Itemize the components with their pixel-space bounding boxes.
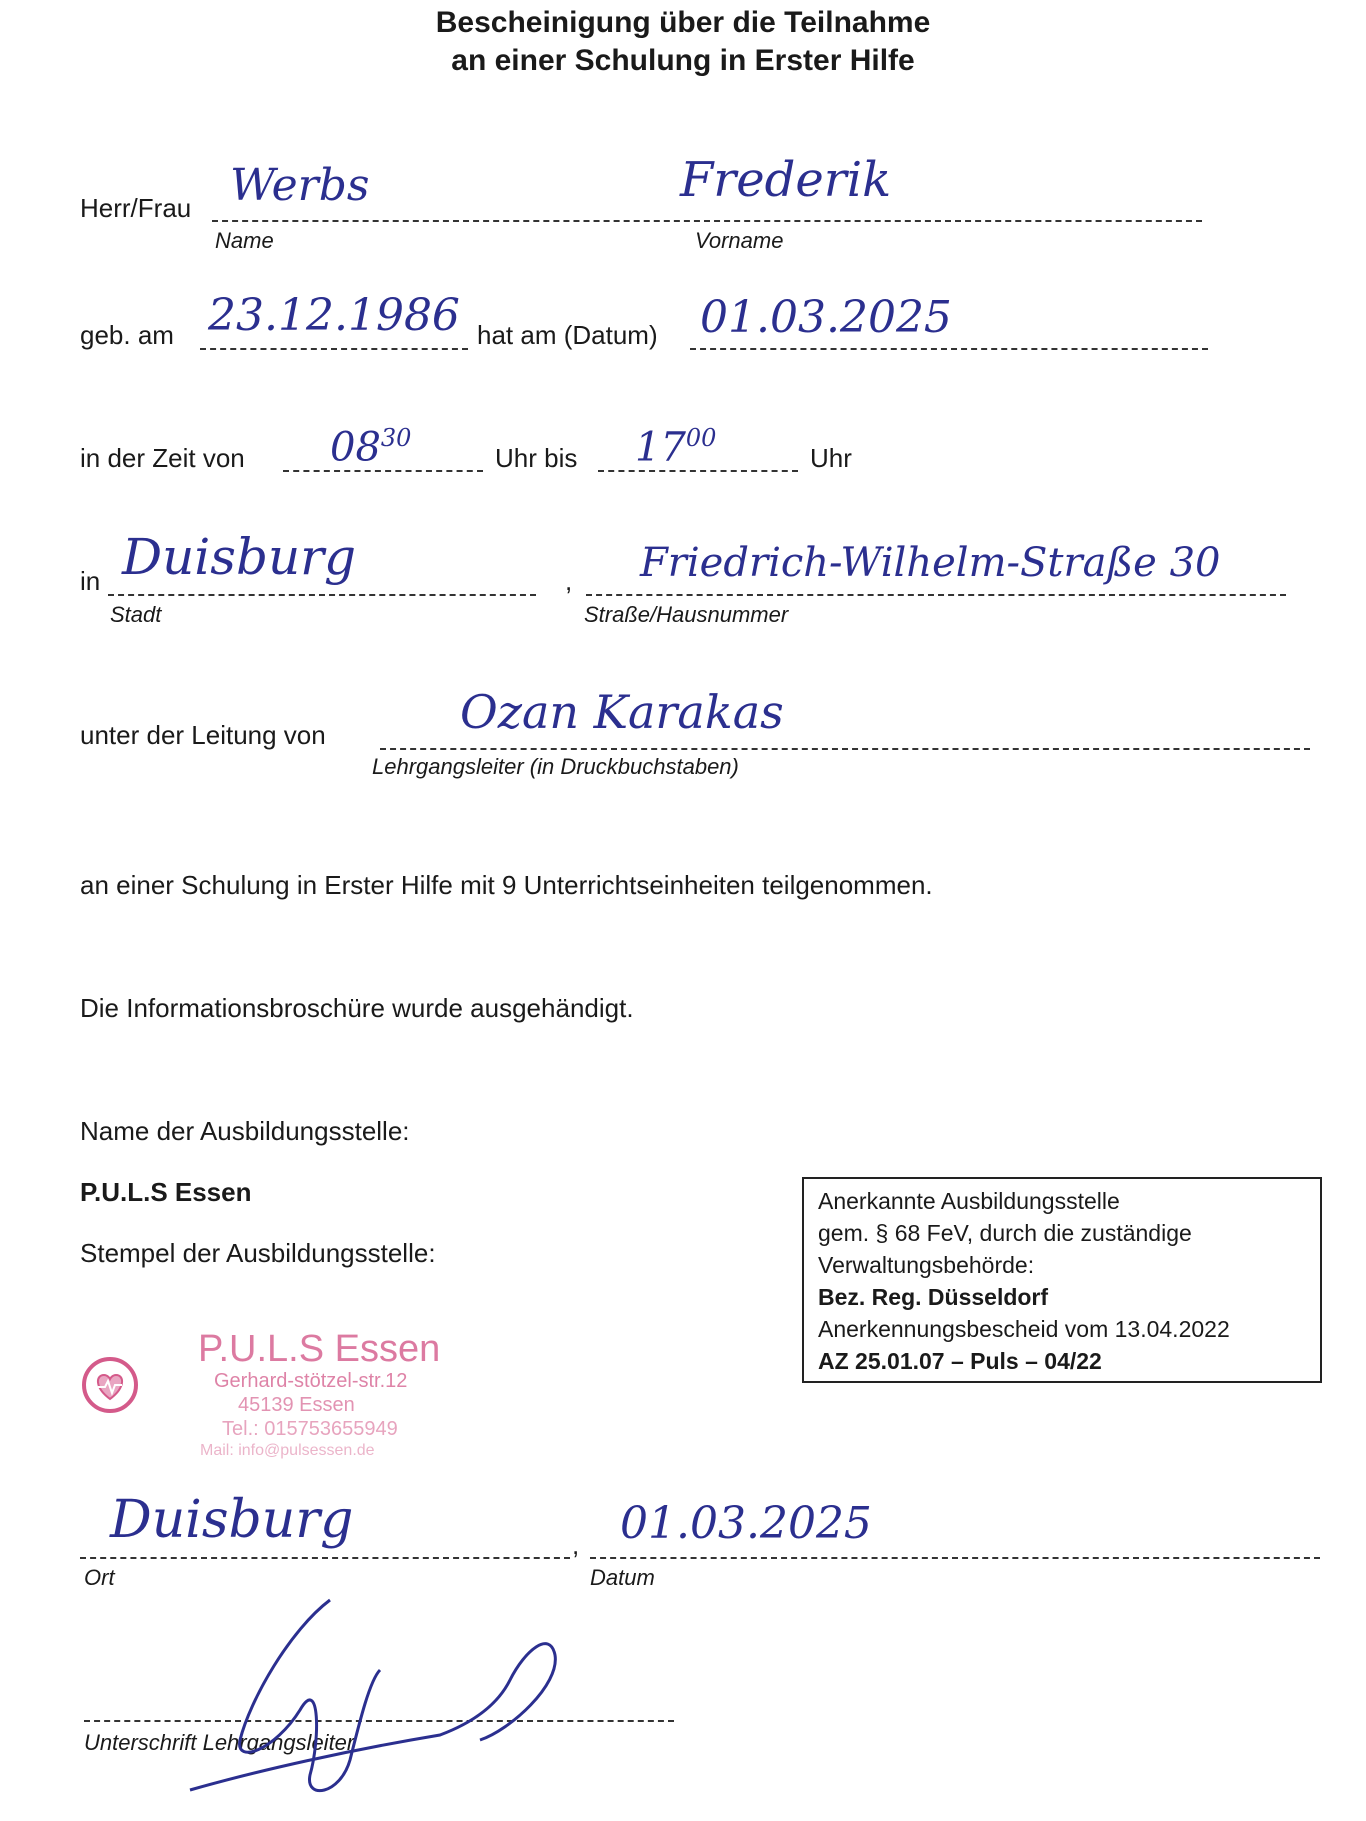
leitung-caption: Lehrgangsleiter (in Druckbuchstaben) <box>372 754 739 779</box>
sig-comma: , <box>572 1530 580 1560</box>
ort-comma: , <box>565 566 573 596</box>
vorname-caption: Vorname <box>695 228 784 253</box>
hat-am-label: hat am (Datum) <box>477 320 658 350</box>
stamp-city: 45139 Essen <box>238 1394 355 1416</box>
vorname-handwritten: Frederik <box>680 152 892 208</box>
name-handwritten: Werbs <box>230 160 370 211</box>
handwritten-signature <box>180 1590 580 1810</box>
broschuere-statement: Die Informationsbroschüre wurde ausgehändigt. <box>80 993 634 1023</box>
stamp-street: Gerhard-stötzel-str.12 <box>214 1370 408 1392</box>
sig-ort-caption: Ort <box>84 1565 115 1590</box>
strasse-line <box>586 594 1286 596</box>
name-caption: Name <box>215 228 274 253</box>
lehrgangsleiter-handwritten: Ozan Karakas <box>460 685 784 739</box>
schulung-statement: an einer Schulung in Erster Hilfe mit 9 Unterrichtseinheiten teilgenommen. <box>80 870 933 900</box>
anerkennung-box <box>802 1177 1322 1383</box>
strasse-caption: Straße/Hausnummer <box>584 602 789 627</box>
sig-ort-handwritten: Duisburg <box>110 1490 354 1550</box>
zeit-von-label: in der Zeit von <box>80 443 245 473</box>
schulungsdatum-handwritten: 01.03.2025 <box>700 292 952 343</box>
leitung-line <box>380 748 1310 750</box>
stamp-heart-logo <box>80 1355 140 1415</box>
sig-datum-line <box>590 1557 1320 1559</box>
sig-ort-line <box>80 1557 570 1559</box>
document-title-line2: an einer Schulung in Erster Hilfe <box>451 44 915 77</box>
datum-line <box>690 348 1208 350</box>
anerkennung-line2: gem. § 68 FeV, durch die zuständige <box>818 1220 1192 1246</box>
stempel-label: Stempel der Ausbildungsstelle: <box>80 1238 436 1268</box>
ausbildungsstelle-label: Name der Ausbildungsstelle: <box>80 1116 410 1146</box>
leitung-label: unter der Leitung von <box>80 720 326 750</box>
stamp-phone: Tel.: 015753655949 <box>222 1418 398 1440</box>
zeit-bis-handwritten: $17^{00}$ <box>635 424 717 471</box>
stadt-caption: Stadt <box>110 602 162 627</box>
stadt-handwritten: Duisburg <box>122 528 357 586</box>
uhr-bis-label: Uhr bis <box>495 443 578 473</box>
ausbildungsstelle-name: P.U.L.S Essen <box>80 1177 252 1207</box>
stamp-mail: Mail: info@pulsessen.de <box>200 1442 375 1459</box>
name-line <box>212 220 1202 222</box>
anerkennung-line1: Anerkannte Ausbildungsstelle <box>818 1188 1120 1214</box>
sig-datum-handwritten: 01.03.2025 <box>620 1498 872 1549</box>
geburtsdatum-handwritten: 23.12.1986 <box>208 290 460 341</box>
strasse-handwritten: Friedrich-Wilhelm-Straße 30 <box>640 540 1221 586</box>
geb-am-label: geb. am <box>80 320 174 350</box>
stadt-line <box>108 594 536 596</box>
anerkennung-az: AZ 25.01.07 – Puls – 04/22 <box>818 1348 1102 1374</box>
unterschrift-caption: Unterschrift Lehrgangsleiter <box>84 1730 355 1755</box>
in-label: in <box>80 566 101 596</box>
anerkennung-behoerde: Bez. Reg. Düsseldorf <box>818 1284 1049 1310</box>
anerkennung-bescheid: Anerkennungsbescheid vom 13.04.2022 <box>818 1316 1230 1342</box>
stamp-name: P.U.L.S Essen <box>198 1328 441 1370</box>
geburtsdatum-line <box>200 348 468 350</box>
zeit-von-handwritten: $08^{30}$ <box>330 424 412 471</box>
herr-frau-label: Herr/Frau <box>80 193 192 223</box>
uhr-label: Uhr <box>810 443 852 473</box>
document-title-line1: Bescheinigung über die Teilnahme <box>435 6 931 39</box>
anerkennung-line3: Verwaltungsbehörde: <box>818 1252 1035 1278</box>
sig-datum-caption: Datum <box>590 1565 655 1590</box>
